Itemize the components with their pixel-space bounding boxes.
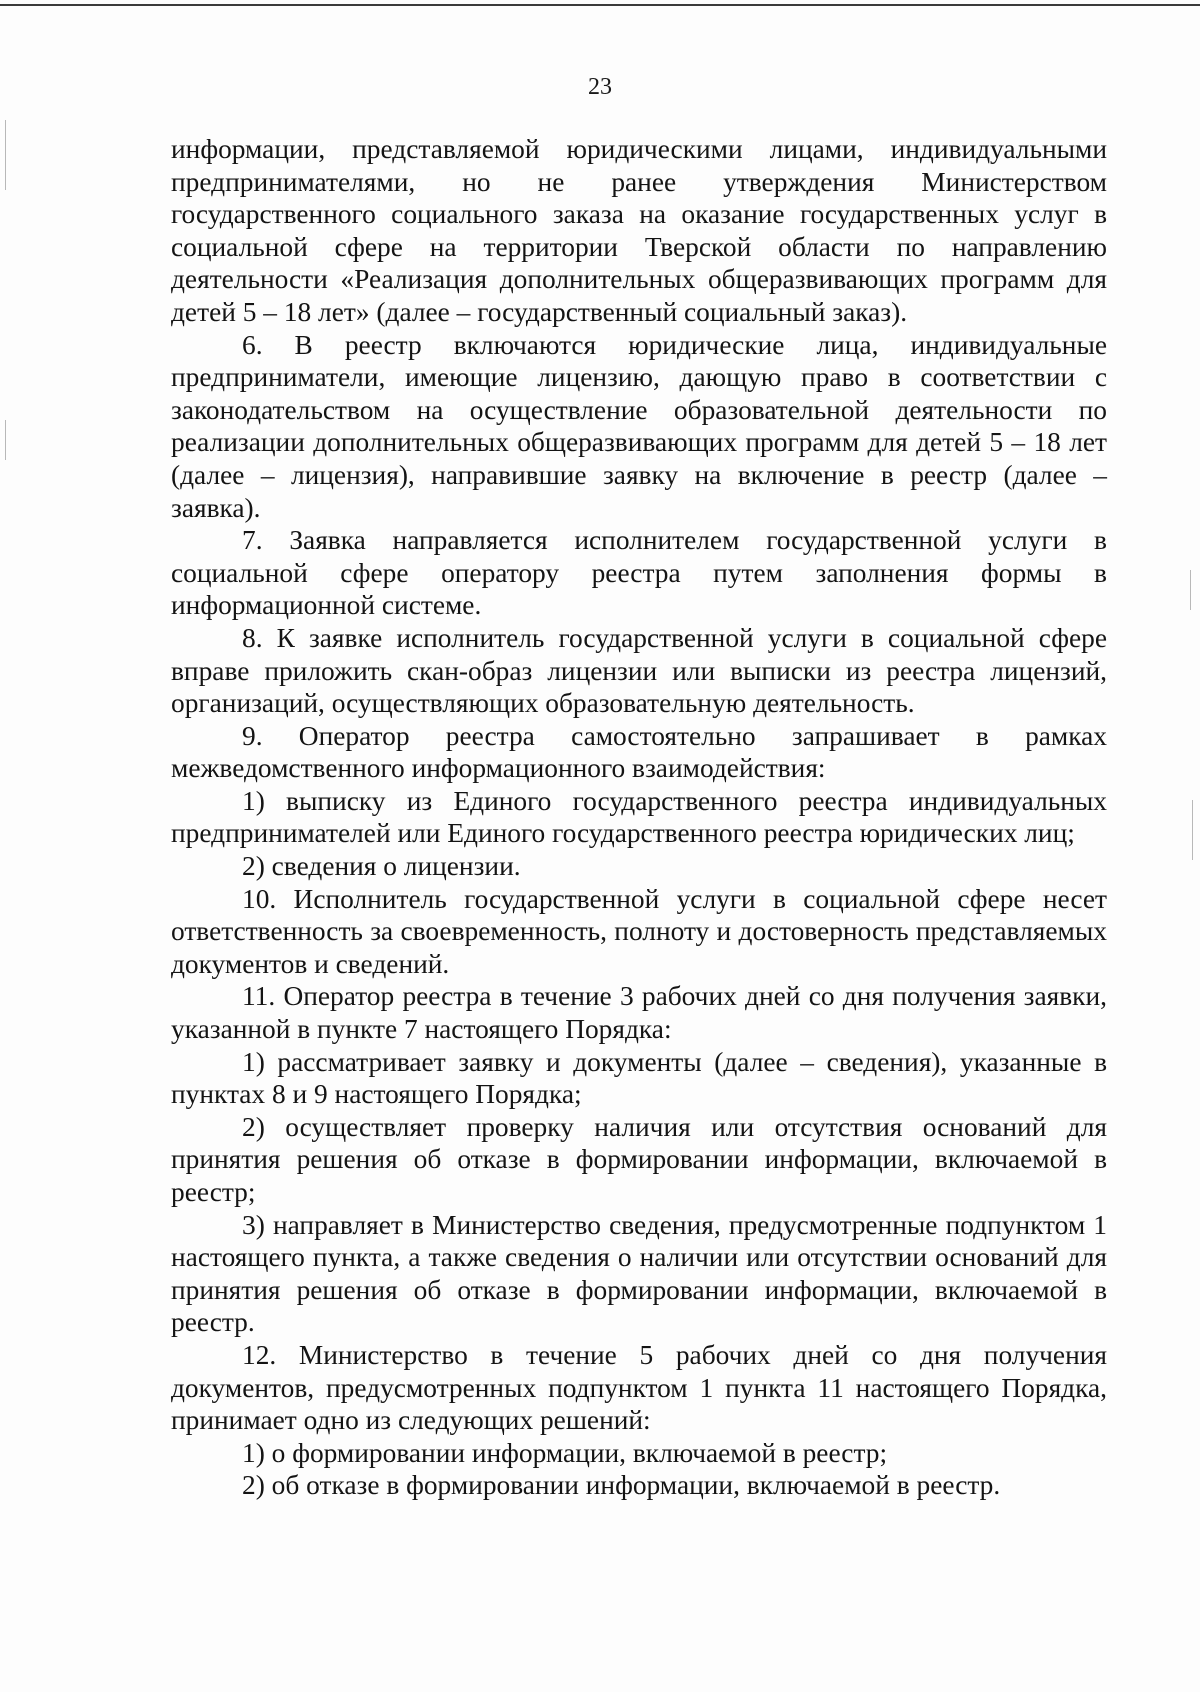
page-number: 23 [588,74,612,100]
top-edge-line [0,4,1200,6]
paragraph: 6. В реестр включаются юридические лица, индивидуальные предприниматели, имеющие лицензию, дающую право в соответствии с законодательством на осуществление образовательной деятельности по реализации дополнительных общеразвивающих программ для детей 5 – 18 лет (далее – лицензия), направившие заявку на включение в реестр (далее – заявка). [171,329,1107,523]
list-item: 1) о формировании информации, включаемой в реестр; [242,1437,888,1468]
list-item: 2) осуществляет проверку наличия или отсутствия оснований для принятия решения об отказе в формировании информации, включаемой в реестр; [171,1111,1107,1207]
paragraph: 10. Исполнитель государственной услуги в социальной сфере несет ответственность за своевременность, полноту и достоверность представляемых документов и сведений. [171,883,1107,979]
paragraph: информации, представляемой юридическими лицами, индивидуальными предпринимателями, но не ранее утверждения Министерством государственного социального заказа на оказание государственных услуг в социальной сфере на территории Тверской области по направлению деятельности «Реализация дополнительных общеразвивающих программ для детей 5 – 18 лет» (далее – государственный социальный заказ). [171,134,1107,327]
scan-artifact-right-2 [1192,800,1193,860]
paragraph: 9. Оператор реестра самостоятельно запрашивает в рамках межведомственного информационного взаимодействия: [171,720,1107,784]
scan-artifact-right-1 [1190,570,1191,610]
document-body [171,133,1107,1502]
list-item: 1) выписку из Единого государственного реестра индивидуальных предпринимателей или Единого государственного реестра юридических лиц; [171,785,1107,849]
list-item: 2) сведения о лицензии. [242,851,521,882]
list-item: 3) направляет в Министерство сведения, предусмотренные подпунктом 1 настоящего пункта, а также сведения о наличии или отсутствии оснований для принятия решения об отказе в формировании информации, включаемой в реестр. [171,1209,1107,1338]
paragraph: 8. К заявке исполнитель государственной услуги в социальной сфере вправе приложить скан-образ лицензии или выписки из реестра лицензий, организаций, осуществляющих образовательную деятельность. [171,622,1107,719]
scan-artifact-left-1 [5,120,6,190]
paragraph: 7. Заявка направляется исполнителем государственной услуги в социальной сфере оператору реестра путем заполнения формы в информационной системе. [171,525,1107,621]
list-item: 1) рассматривает заявку и документы (далее – сведения), указанные в пунктах 8 и 9 настоящего Порядка; [171,1046,1107,1110]
paragraph: 12. Министерство в течение 5 рабочих дней со дня получения документов, предусмотренных подпунктом 1 пункта 11 настоящего Порядка, принимает одно из следующих решений: [171,1339,1107,1436]
scan-artifact-left-2 [5,420,6,460]
list-item: 2) об отказе в формировании информации, включаемой в реестр. [242,1470,1001,1501]
paragraph: 11. Оператор реестра в течение 3 рабочих дней со дня получения заявки, указанной в пункте 7 настоящего Порядка: [171,981,1107,1045]
